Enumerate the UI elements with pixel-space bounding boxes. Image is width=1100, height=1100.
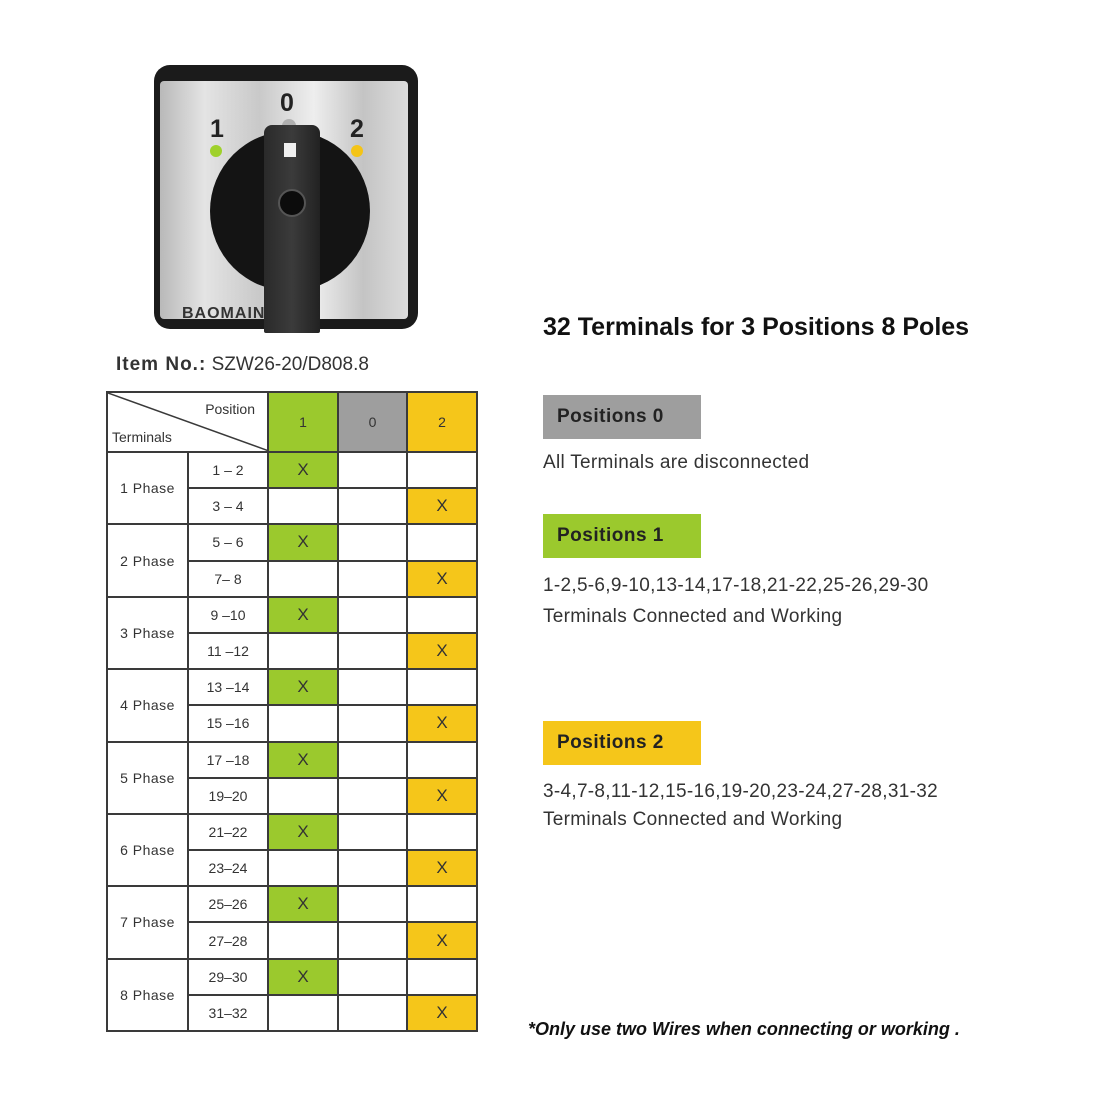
connection-mark: X bbox=[407, 561, 477, 597]
positions-1-badge: Positions 1 bbox=[543, 514, 701, 558]
empty-cell bbox=[338, 488, 407, 524]
connection-mark: X bbox=[268, 742, 338, 778]
screw-icon bbox=[278, 189, 306, 217]
column-header-0: 0 bbox=[338, 392, 407, 452]
connection-mark: X bbox=[407, 995, 477, 1031]
empty-cell bbox=[268, 778, 338, 814]
page-title: 32 Terminals for 3 Positions 8 Poles bbox=[543, 313, 970, 341]
positions-0-description: All Terminals are disconnected bbox=[543, 452, 810, 473]
terminal-pair: 31–32 bbox=[188, 995, 268, 1031]
empty-cell bbox=[338, 959, 407, 995]
empty-cell bbox=[268, 488, 338, 524]
connection-mark: X bbox=[268, 452, 338, 488]
empty-cell bbox=[268, 922, 338, 958]
position-2-led-icon bbox=[351, 145, 363, 157]
empty-cell bbox=[407, 742, 477, 778]
connection-mark: X bbox=[268, 669, 338, 705]
connection-mark: X bbox=[407, 850, 477, 886]
table-row bbox=[107, 597, 477, 633]
empty-cell bbox=[268, 705, 338, 741]
terminal-pair: 25–26 bbox=[188, 886, 268, 922]
empty-cell bbox=[338, 742, 407, 778]
terminal-pair: 23–24 bbox=[188, 850, 268, 886]
phase-label: 4 Phase bbox=[107, 669, 188, 741]
empty-cell bbox=[407, 669, 477, 705]
positions-1-terminal-list: 1-2,5-6,9-10,13-14,17-18,21-22,25-26,29-30 bbox=[543, 575, 929, 596]
empty-cell bbox=[268, 561, 338, 597]
phase-label: 8 Phase bbox=[107, 959, 188, 1031]
terminal-pair: 29–30 bbox=[188, 959, 268, 995]
connection-mark: X bbox=[268, 814, 338, 850]
item-number-value: SZW26-20/D808.8 bbox=[211, 354, 369, 375]
empty-cell bbox=[338, 850, 407, 886]
empty-cell bbox=[338, 633, 407, 669]
phase-label: 3 Phase bbox=[107, 597, 188, 669]
terminal-pair: 3 – 4 bbox=[188, 488, 268, 524]
empty-cell bbox=[338, 705, 407, 741]
empty-cell bbox=[338, 814, 407, 850]
rotary-switch-illustration bbox=[154, 65, 418, 329]
column-header-2: 2 bbox=[407, 392, 477, 452]
position-1-digit: 1 bbox=[210, 115, 224, 143]
terminal-pair: 15 –16 bbox=[188, 705, 268, 741]
column-header-1: 1 bbox=[268, 392, 338, 452]
position-2-digit: 2 bbox=[350, 115, 364, 143]
table-corner-cell bbox=[107, 392, 268, 452]
item-number bbox=[116, 354, 369, 376]
connection-mark: X bbox=[407, 633, 477, 669]
terminal-pair: 27–28 bbox=[188, 922, 268, 958]
positions-2-terminal-list: 3-4,7-8,11-12,15-16,19-20,23-24,27-28,31-32 bbox=[543, 781, 938, 802]
table-row bbox=[107, 886, 477, 922]
table-row bbox=[107, 814, 477, 850]
empty-cell bbox=[407, 959, 477, 995]
connection-mark: X bbox=[407, 778, 477, 814]
table-row bbox=[107, 452, 477, 488]
terminal-pair: 21–22 bbox=[188, 814, 268, 850]
terminal-pair: 13 –14 bbox=[188, 669, 268, 705]
table-row bbox=[107, 959, 477, 995]
empty-cell bbox=[338, 778, 407, 814]
empty-cell bbox=[338, 886, 407, 922]
connection-mark: X bbox=[268, 959, 338, 995]
terminal-pair: 11 –12 bbox=[188, 633, 268, 669]
empty-cell bbox=[338, 561, 407, 597]
terminal-pair: 19–20 bbox=[188, 778, 268, 814]
empty-cell bbox=[268, 995, 338, 1031]
terminal-pair: 17 –18 bbox=[188, 742, 268, 778]
phase-label: 2 Phase bbox=[107, 524, 188, 596]
brand-logo: BAOMAIN bbox=[182, 305, 266, 322]
wiring-table bbox=[106, 391, 478, 1032]
empty-cell bbox=[338, 597, 407, 633]
empty-cell bbox=[338, 524, 407, 560]
phase-label: 7 Phase bbox=[107, 886, 188, 958]
connection-mark: X bbox=[268, 886, 338, 922]
position-0-digit: 0 bbox=[280, 89, 294, 117]
empty-cell bbox=[407, 524, 477, 560]
connection-mark: X bbox=[268, 597, 338, 633]
empty-cell bbox=[407, 452, 477, 488]
empty-cell bbox=[407, 597, 477, 633]
table-header-row bbox=[107, 392, 477, 452]
phase-label: 5 Phase bbox=[107, 742, 188, 814]
terminal-pair: 1 – 2 bbox=[188, 452, 268, 488]
table-row bbox=[107, 524, 477, 560]
empty-cell bbox=[268, 850, 338, 886]
terminal-pair: 9 –10 bbox=[188, 597, 268, 633]
positions-2-description: Terminals Connected and Working bbox=[543, 809, 843, 830]
empty-cell bbox=[338, 922, 407, 958]
position-1-led-icon bbox=[210, 145, 222, 157]
positions-0-badge: Positions 0 bbox=[543, 395, 701, 439]
table-row bbox=[107, 669, 477, 705]
table-row bbox=[107, 742, 477, 778]
empty-cell bbox=[338, 452, 407, 488]
phase-label: 1 Phase bbox=[107, 452, 188, 524]
empty-cell bbox=[338, 669, 407, 705]
positions-1-description: Terminals Connected and Working bbox=[543, 606, 843, 627]
connection-mark: X bbox=[407, 488, 477, 524]
phase-label: 6 Phase bbox=[107, 814, 188, 886]
wiring-note: *Only use two Wires when connecting or working . bbox=[528, 1019, 960, 1039]
switch-faceplate bbox=[160, 81, 408, 322]
empty-cell bbox=[338, 995, 407, 1031]
item-number-label: Item No.: bbox=[116, 354, 207, 375]
header-position: Position bbox=[205, 401, 255, 417]
empty-cell bbox=[407, 814, 477, 850]
terminal-pair: 7– 8 bbox=[188, 561, 268, 597]
connection-mark: X bbox=[407, 922, 477, 958]
empty-cell bbox=[407, 886, 477, 922]
connection-mark: X bbox=[407, 705, 477, 741]
positions-2-badge: Positions 2 bbox=[543, 721, 701, 765]
terminal-pair: 5 – 6 bbox=[188, 524, 268, 560]
header-terminals: Terminals bbox=[112, 429, 172, 445]
connection-mark: X bbox=[268, 524, 338, 560]
handle-indicator-window bbox=[284, 143, 296, 157]
empty-cell bbox=[268, 633, 338, 669]
